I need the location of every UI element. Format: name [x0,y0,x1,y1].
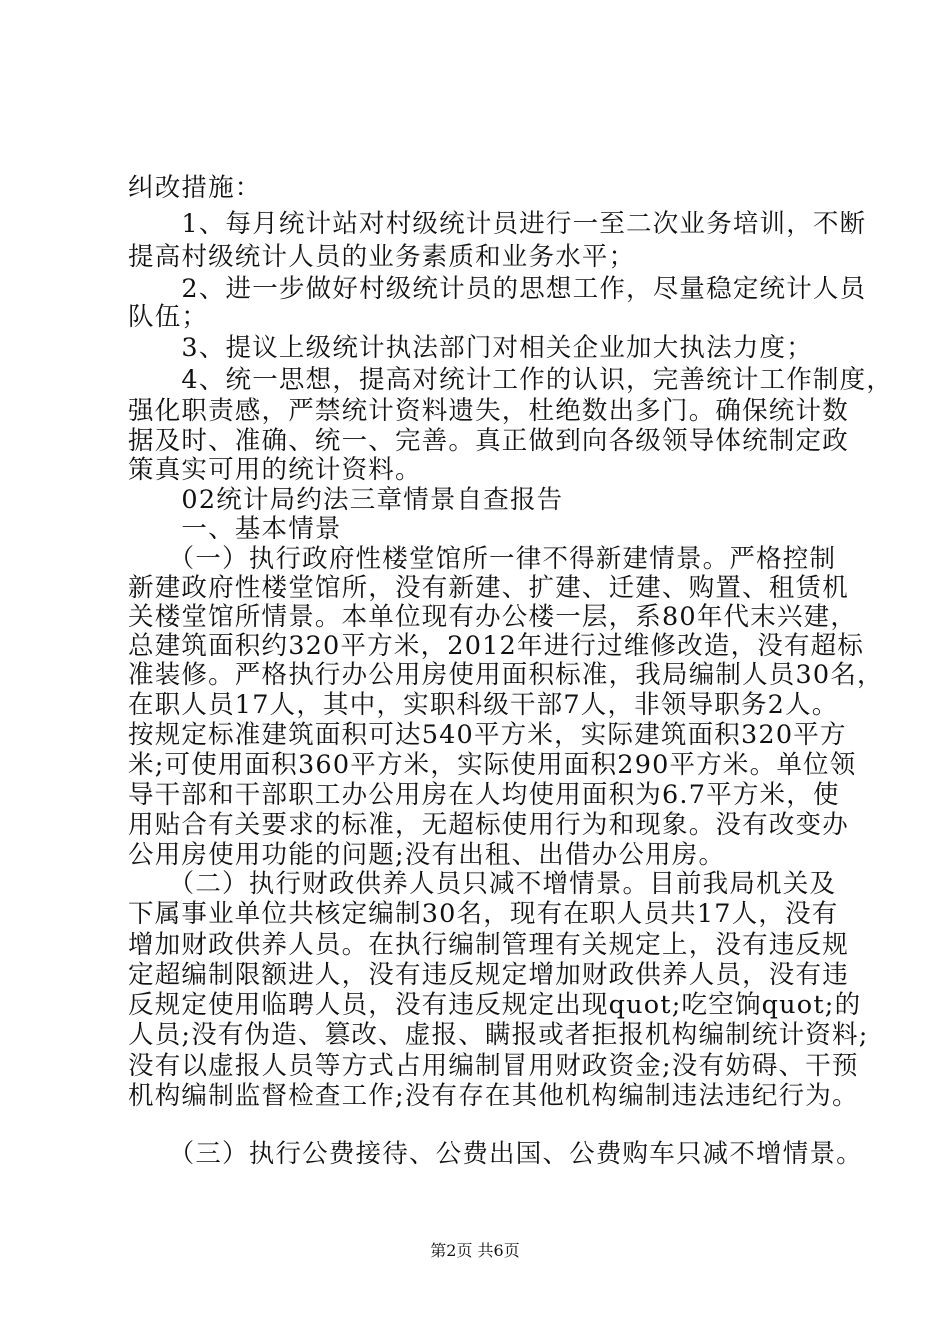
text-line: 下属事业单位共核定编制30名，现有在职人员共17人，没有 [128,899,839,929]
text-line: 一、基本情景 [128,514,342,544]
text-line: 队伍； [128,302,209,332]
text-line: 反规定使用临聘人员，没有违反规定出现quot;吃空饷quot;的 [128,990,862,1020]
text-line: 策真实可用的统计资料。 [128,455,422,485]
text-line: 导干部和干部职工办公用房在人均使用面积为6.7平方米，使 [128,780,840,810]
text-line: 增加财政供养人员。在执行编制管理有关规定上，没有违反规 [128,930,849,960]
text-line: 新建政府性楼堂馆所，没有新建、扩建、迁建、购置、租赁机 [128,573,849,603]
text-line: 关楼堂馆所情景。本单位现有办公楼一层，系80年代末兴建， [128,602,858,632]
text-line: 2、进一步做好村级统计员的思想工作，尽量稳定统计人员 [128,274,867,304]
text-line: 3、提议上级统计执法部门对相关企业加大执法力度； [128,333,813,363]
text-line: 提高村级统计人员的业务素质和业务水平； [128,242,636,272]
text-line: 在职人员17人，其中，实职科级干部7人，非领导职务2人。 [128,690,839,720]
text-line: （三）执行公费接待、公费出国、公费购车只减不增情景。 [128,1139,863,1169]
text-line: （一）执行政府性楼堂馆所一律不得新建情景。严格控制 [128,544,837,574]
text-line: 定超编制限额进人，没有违反规定增加财政供养人员，没有违 [128,960,849,990]
text-line: 机构编制监督检查工作;没有存在其他机构编制违法违纪行为。 [128,1081,859,1111]
text-line: 准装修。严格执行办公用房使用面积标准，我局编制人员30名， [128,660,884,690]
text-line: 没有以虚报人员等方式占用编制冒用财政资金;没有妨碍、干预 [128,1051,859,1081]
text-line: 总建筑面积约320平方米，2012年进行过维修改造，没有超标 [128,631,865,661]
text-line: 强化职责感，严禁统计资料遗失，杜绝数出多门。确保统计数 [128,396,849,426]
text-line: 1、每月统计站对村级统计员进行一至二次业务培训，不断 [128,209,867,239]
text-line: 人员;没有伪造、篡改、虚报、瞒报或者拒报机构编制统计资料; [128,1020,869,1050]
text-line: 据及时、准确、统一、完善。真正做到向各级领导体统制定政 [128,426,849,456]
text-line: 纠改措施： [128,173,262,203]
page-number-footer: 第2页 共6页 [430,1241,520,1260]
text-line: 公用房使用功能的问题;没有出租、出借办公用房。 [128,840,726,870]
text-line: 用贴合有关要求的标准，无超标使用行为和现象。没有改变办 [128,810,849,840]
text-line: 米;可使用面积360平方米，实际使用面积290平方米。单位领 [128,750,857,780]
text-line: 按规定标准建筑面积可达540平方米，实际建筑面积320平方 [128,720,847,750]
text-line: 02统计局约法三章情景自查报告 [128,485,564,515]
text-line: （二）执行财政供养人员只减不增情景。目前我局机关及 [128,869,837,899]
text-line: 4、统一思想，提高对统计工作的认识，完善统计工作制度， [128,365,894,395]
